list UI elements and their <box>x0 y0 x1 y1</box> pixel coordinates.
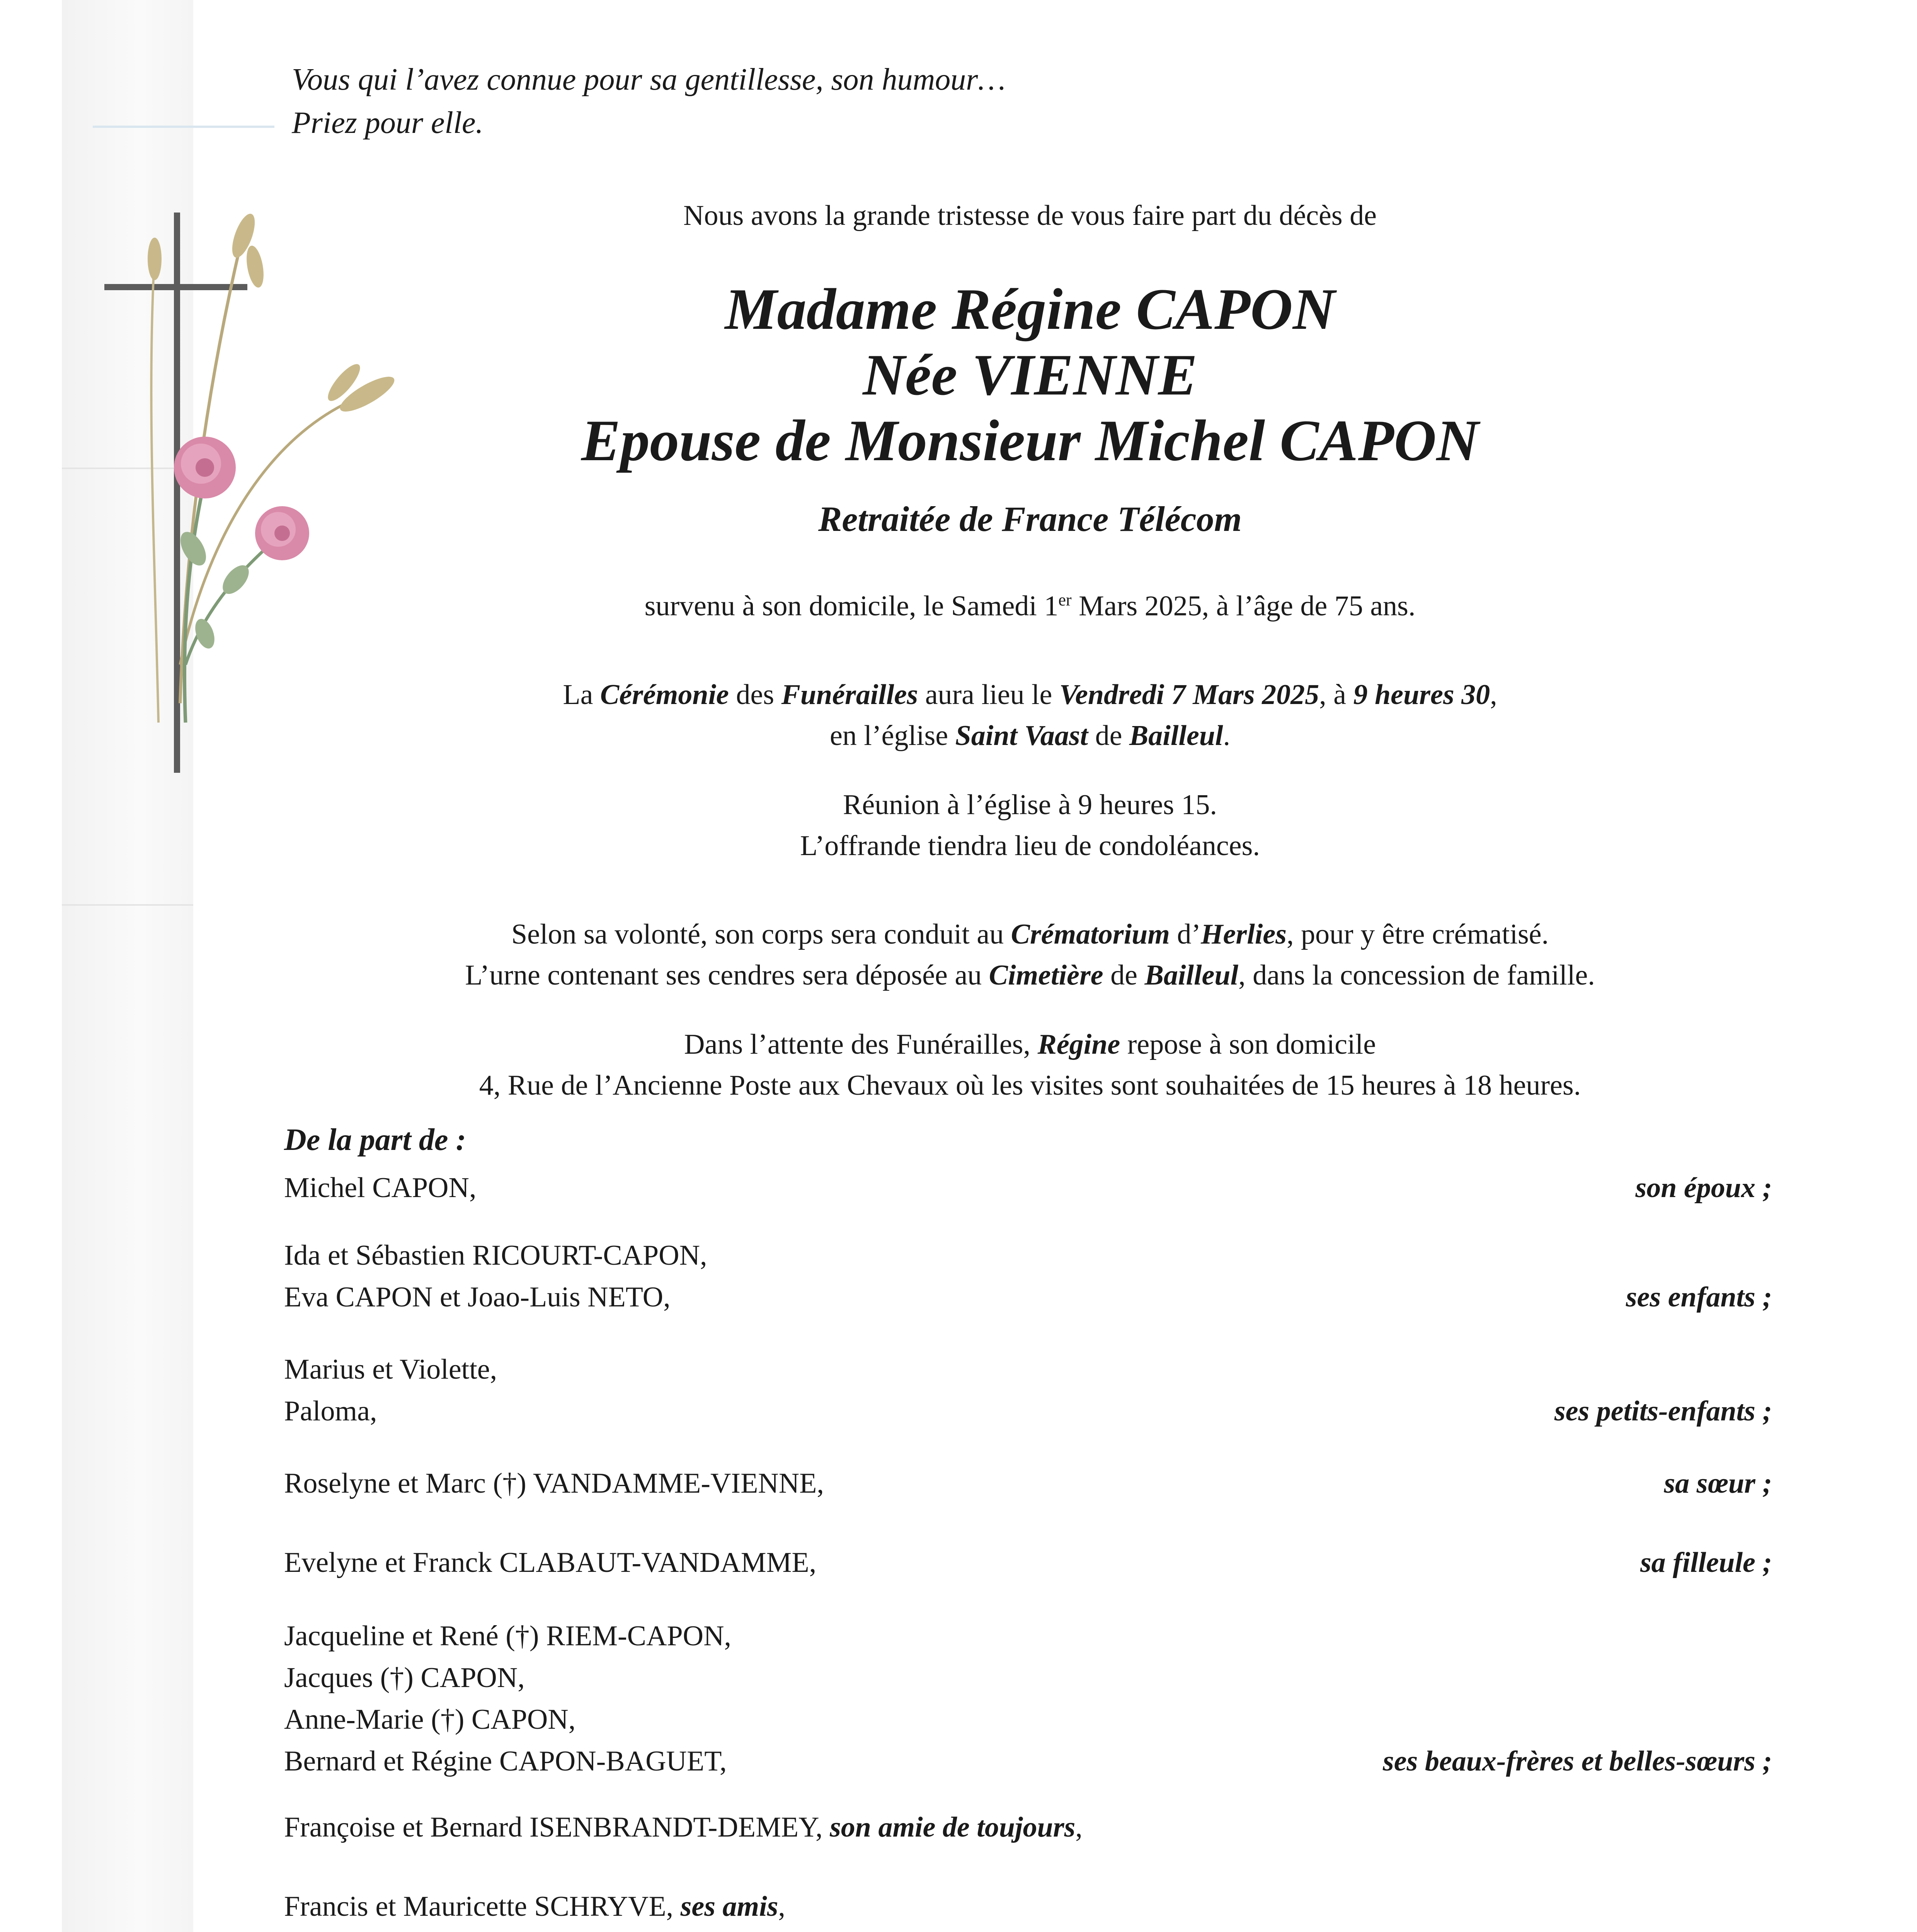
text: Cimetière <box>989 959 1103 991</box>
family-name: Evelyne et Franck CLABAUT-VANDAMME, <box>284 1547 817 1578</box>
meeting-info <box>0 784 1917 866</box>
text: . <box>1223 720 1231 752</box>
family-row <box>284 1463 1772 1504</box>
family-row <box>284 1349 1772 1432</box>
deceased-occupation: Retraitée de France Télécom <box>818 499 1242 539</box>
deceased-spouse: Epouse de Monsieur Michel CAPON <box>581 408 1479 473</box>
text: Herlies <box>1201 918 1287 950</box>
family-relation: ses beaux-frères et belles-sœurs ; <box>1382 1745 1772 1777</box>
text: 4, Rue de l’Ancienne Poste aux Chevaux où les visites sont souhaitées de 15 heures à 18 heures. <box>479 1070 1581 1101</box>
family-name: Jacques (†) CAPON, <box>284 1662 525 1694</box>
text: d’ <box>1170 918 1201 950</box>
text: , pour y être crématisé. <box>1286 918 1549 950</box>
family-name: Michel CAPON, <box>284 1172 477 1204</box>
epigraph <box>292 58 1006 145</box>
mention-row <box>284 1886 1772 1927</box>
text: repose à son domicile <box>1120 1029 1376 1060</box>
death-text: survenu à son domicile, le Samedi 1 <box>644 590 1059 622</box>
mention-names: Francis et Mauricette SCHRYVE, <box>284 1891 681 1922</box>
family-name: Anne-Marie (†) CAPON, <box>284 1704 576 1735</box>
death-statement <box>0 580 1917 627</box>
text: en l’église <box>829 720 955 752</box>
family-name: Jacqueline et René (†) RIEM-CAPON, <box>284 1620 732 1652</box>
mention-row <box>284 1806 1772 1848</box>
epigraph-line: Priez pour elle. <box>292 106 484 140</box>
family-relation: son époux ; <box>1635 1172 1772 1204</box>
family-name: Bernard et Régine CAPON-BAGUET, <box>284 1745 727 1777</box>
text: Funérailles <box>781 679 918 711</box>
epigraph-line: Vous qui l’avez connue pour sa gentillesse, son humour… <box>292 63 1006 97</box>
family-relation: ses petits-enfants ; <box>1554 1395 1772 1427</box>
from-label: De la part de : <box>284 1123 466 1157</box>
text: Dans l’attente des Funérailles, <box>684 1029 1038 1060</box>
text: Régine <box>1037 1029 1120 1060</box>
text: , à <box>1319 679 1353 711</box>
death-text: Mars 2025, à l’âge de 75 ans. <box>1071 590 1416 622</box>
text: , <box>1490 679 1497 711</box>
meeting-line: Réunion à l’église à 9 heures 15. <box>843 789 1217 821</box>
family-row <box>284 1167 1772 1209</box>
ceremony-details <box>0 674 1917 756</box>
text: La <box>563 679 600 711</box>
deceased-block <box>0 276 1917 473</box>
mention-names: Françoise et Bernard ISENBRANDT-DEMEY, <box>284 1811 830 1843</box>
family-row <box>284 1542 1772 1583</box>
text: Cérémonie <box>600 679 729 711</box>
family-relation: sa filleule ; <box>1640 1547 1772 1578</box>
text: de <box>1088 720 1129 752</box>
family-row <box>284 1615 1772 1782</box>
text: L’urne contenant ses cendres sera déposée au <box>465 959 989 991</box>
family-relation: sa sœur ; <box>1664 1468 1772 1499</box>
family-name: Roselyne et Marc (†) VANDAMME-VIENNE, <box>284 1468 824 1499</box>
text: aura lieu le <box>918 679 1059 711</box>
header-accent-line <box>93 126 274 128</box>
ceremony-date: Vendredi 7 Mars 2025 <box>1059 679 1319 711</box>
cremation-info <box>0 914 1917 996</box>
text: de <box>1103 959 1145 991</box>
text: , dans la concession de famille. <box>1238 959 1595 991</box>
text: Crématorium <box>1011 918 1170 950</box>
deceased-name: Madame Régine CAPON <box>725 277 1335 342</box>
text: Bailleul <box>1144 959 1239 991</box>
mention-relation: ses amis <box>680 1891 778 1922</box>
family-name: Eva CAPON et Joao-Luis NETO, <box>284 1281 671 1313</box>
church-name: Saint Vaast <box>955 720 1088 752</box>
ceremony-time: 9 heures 30 <box>1353 679 1490 711</box>
text: des <box>729 679 781 711</box>
text: , <box>778 1891 785 1922</box>
mention-relation: son amie de toujours <box>830 1811 1076 1843</box>
family-row <box>284 1235 1772 1318</box>
repose-info <box>0 1024 1917 1106</box>
death-sup: er <box>1058 590 1072 609</box>
text: Selon sa volonté, son corps sera conduit au <box>511 918 1011 950</box>
intro-text: Nous avons la grande tristesse de vous faire part du décès de <box>683 200 1377 231</box>
town-name: Bailleul <box>1129 720 1223 752</box>
family-relation: ses enfants ; <box>1626 1281 1772 1313</box>
deceased-birth-name: Née VIENNE <box>863 342 1197 407</box>
family-name: Marius et Violette, <box>284 1354 497 1385</box>
strip-divider <box>62 904 193 906</box>
family-name: Ida et Sébastien RICOURT-CAPON, <box>284 1240 707 1271</box>
text: , <box>1075 1811 1083 1843</box>
family-name: Paloma, <box>284 1395 377 1427</box>
meeting-line: L’offrande tiendra lieu de condoléances. <box>800 830 1260 862</box>
